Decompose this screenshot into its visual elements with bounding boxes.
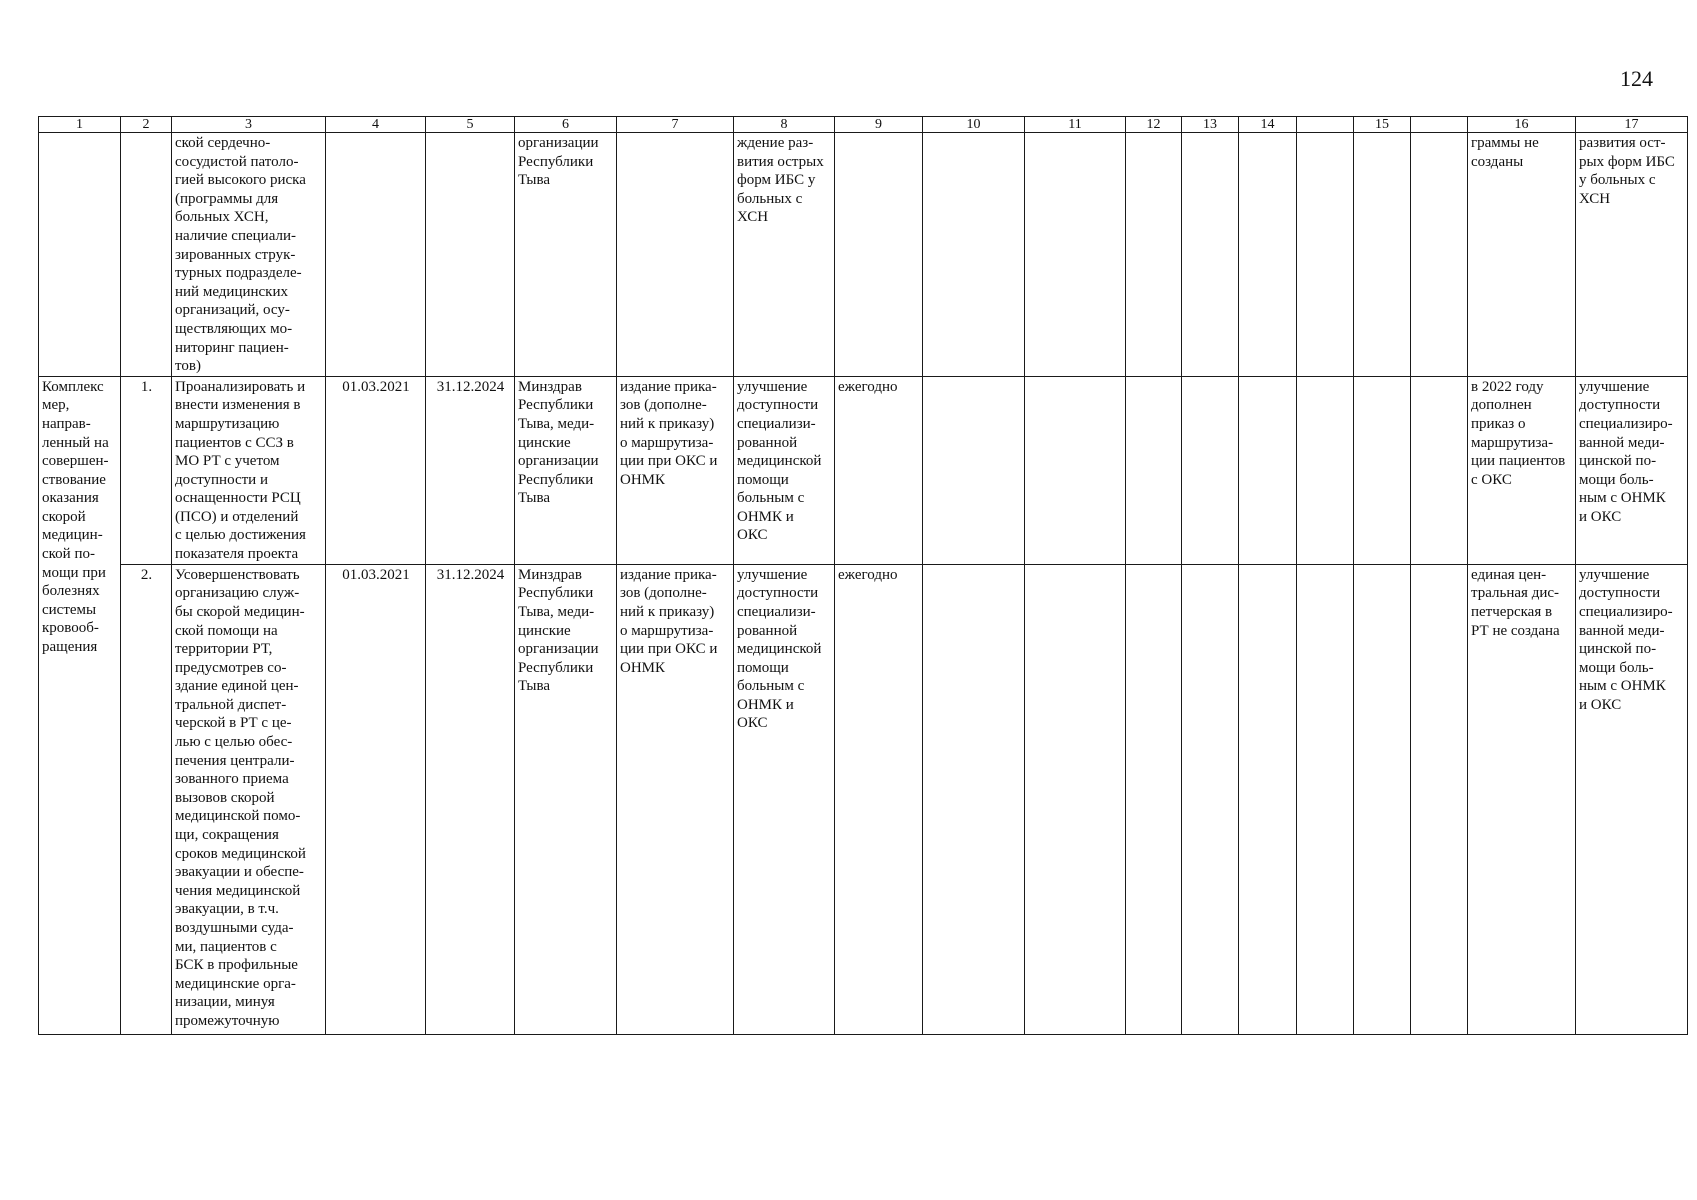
cell-col12 bbox=[1126, 376, 1182, 564]
cell-status: в 2022 году дополнен приказ о маршрутиза- ции пациентов с ОКС bbox=[1468, 376, 1576, 564]
cell-col11 bbox=[1025, 133, 1126, 377]
cell-col13 bbox=[1182, 376, 1239, 564]
cell-col14b bbox=[1297, 564, 1354, 1034]
cell-end-date: 31.12.2024 bbox=[426, 376, 515, 564]
cell-col15b bbox=[1411, 564, 1468, 1034]
cell-status: единая цен- тральная дис- петчерская в РТ не создана bbox=[1468, 564, 1576, 1034]
header-cell: 5 bbox=[426, 117, 515, 133]
cell-outcome: улучшение доступности специализиро- ванной меди- цинской по- мощи боль- ным с ОНМК и ОКС bbox=[1576, 564, 1688, 1034]
cell-col11 bbox=[1025, 564, 1126, 1034]
cell-frequency bbox=[835, 133, 923, 377]
header-cell: 13 bbox=[1182, 117, 1239, 133]
table-row bbox=[39, 564, 1688, 1034]
cell-col13 bbox=[1182, 564, 1239, 1034]
cell-measure: Усовершенствовать организацию служ- бы скорой медицин- ской помощи на территории РТ, предусмотрев со- здание единой цен- тральной диспет- черской в РТ с це- лью с целью обес- печения централи- зованного приема вызовов скорой медицинской помо- щи, сокращения сроков медицинской эвакуации и обеспе- чения медицинской эвакуации, в т.ч. воздушными суда- ми, пациентов с БСК в профильные медицинские орга- низации, минуя промежуточную bbox=[172, 564, 326, 1034]
cell-expected-effect: улучшение доступности специализи- рованной медицинской помощи больным с ОНМК и ОКС bbox=[734, 564, 835, 1034]
cell-result-type bbox=[617, 133, 734, 377]
cell-number: 1. bbox=[121, 376, 172, 564]
header-cell: 9 bbox=[835, 117, 923, 133]
cell-end-date: 31.12.2024 bbox=[426, 564, 515, 1034]
cell-frequency: ежегодно bbox=[835, 376, 923, 564]
header-cell bbox=[1411, 117, 1468, 133]
header-cell: 14 bbox=[1239, 117, 1297, 133]
cell-end-date bbox=[426, 133, 515, 377]
table-row bbox=[39, 133, 1688, 377]
cell-outcome: развития ост- рых форм ИБС у больных с ХСН bbox=[1576, 133, 1688, 377]
header-cell: 3 bbox=[172, 117, 326, 133]
header-cell: 15 bbox=[1354, 117, 1411, 133]
cell-direction: Комплекс мер, направ- ленный на совершен- ствование оказания скорой медицин- ской по- мощи при болезнях системы кровооб- ращения bbox=[39, 376, 121, 1034]
cell-col14b bbox=[1297, 133, 1354, 377]
cell-col12 bbox=[1126, 564, 1182, 1034]
header-cell: 7 bbox=[617, 117, 734, 133]
header-cell: 11 bbox=[1025, 117, 1126, 133]
table-row bbox=[39, 376, 1688, 564]
page-number: 124 bbox=[1620, 66, 1653, 91]
header-cell: 17 bbox=[1576, 117, 1688, 133]
cell-col15 bbox=[1354, 376, 1411, 564]
cell-col15b bbox=[1411, 133, 1468, 377]
cell-col14 bbox=[1239, 133, 1297, 377]
cell-start-date: 01.03.2021 bbox=[326, 376, 426, 564]
cell-col12 bbox=[1126, 133, 1182, 377]
cell-col14 bbox=[1239, 376, 1297, 564]
cell-start-date: 01.03.2021 bbox=[326, 564, 426, 1034]
cell-start-date bbox=[326, 133, 426, 377]
header-cell: 4 bbox=[326, 117, 426, 133]
cell-status: граммы не созданы bbox=[1468, 133, 1576, 377]
cell-outcome: улучшение доступности специализиро- ванной меди- цинской по- мощи боль- ным с ОНМК и ОКС bbox=[1576, 376, 1688, 564]
header-cell: 12 bbox=[1126, 117, 1182, 133]
cell-responsible: организации Республики Тыва bbox=[515, 133, 617, 377]
cell-col14 bbox=[1239, 564, 1297, 1034]
cell-responsible: Минздрав Республики Тыва, меди- цинские организации Республики Тыва bbox=[515, 376, 617, 564]
measures-table bbox=[38, 116, 1688, 1035]
cell-number: 2. bbox=[121, 564, 172, 1034]
cell-col14b bbox=[1297, 376, 1354, 564]
header-cell: 10 bbox=[923, 117, 1025, 133]
header-cell: 8 bbox=[734, 117, 835, 133]
cell-col15b bbox=[1411, 376, 1468, 564]
cell-col10 bbox=[923, 564, 1025, 1034]
cell-result-type: издание прика- зов (дополне- ний к приказу) о маршрутиза- ции при ОКС и ОНМК bbox=[617, 564, 734, 1034]
cell-direction bbox=[39, 133, 121, 377]
cell-measure: ской сердечно- сосудистой патоло- гией высокого риска (программы для больных ХСН, наличие специали- зированных струк- турных подразделе- ний медицинских организаций, осу- ществляющих мо- ниторинг пациен- тов) bbox=[172, 133, 326, 377]
cell-col15 bbox=[1354, 564, 1411, 1034]
column-number-row bbox=[39, 117, 1688, 133]
cell-expected-effect: ждение раз- вития острых форм ИБС у больных с ХСН bbox=[734, 133, 835, 377]
cell-result-type: издание прика- зов (дополне- ний к приказу) о маршрутиза- ции при ОКС и ОНМК bbox=[617, 376, 734, 564]
header-cell: 1 bbox=[39, 117, 121, 133]
header-cell bbox=[1297, 117, 1354, 133]
cell-col10 bbox=[923, 376, 1025, 564]
cell-col13 bbox=[1182, 133, 1239, 377]
header-cell: 16 bbox=[1468, 117, 1576, 133]
header-cell: 2 bbox=[121, 117, 172, 133]
cell-expected-effect: улучшение доступности специализи- рованной медицинской помощи больным с ОНМК и ОКС bbox=[734, 376, 835, 564]
cell-measure: Проанализировать и внести изменения в маршрутизацию пациентов с ССЗ в МО РТ с учетом доступности и оснащенности РСЦ (ПСО) и отделений с целью достижения показателя проекта bbox=[172, 376, 326, 564]
cell-number bbox=[121, 133, 172, 377]
cell-col11 bbox=[1025, 376, 1126, 564]
cell-col10 bbox=[923, 133, 1025, 377]
header-cell: 6 bbox=[515, 117, 617, 133]
cell-frequency: ежегодно bbox=[835, 564, 923, 1034]
cell-responsible: Минздрав Республики Тыва, меди- цинские организации Республики Тыва bbox=[515, 564, 617, 1034]
cell-col15 bbox=[1354, 133, 1411, 377]
